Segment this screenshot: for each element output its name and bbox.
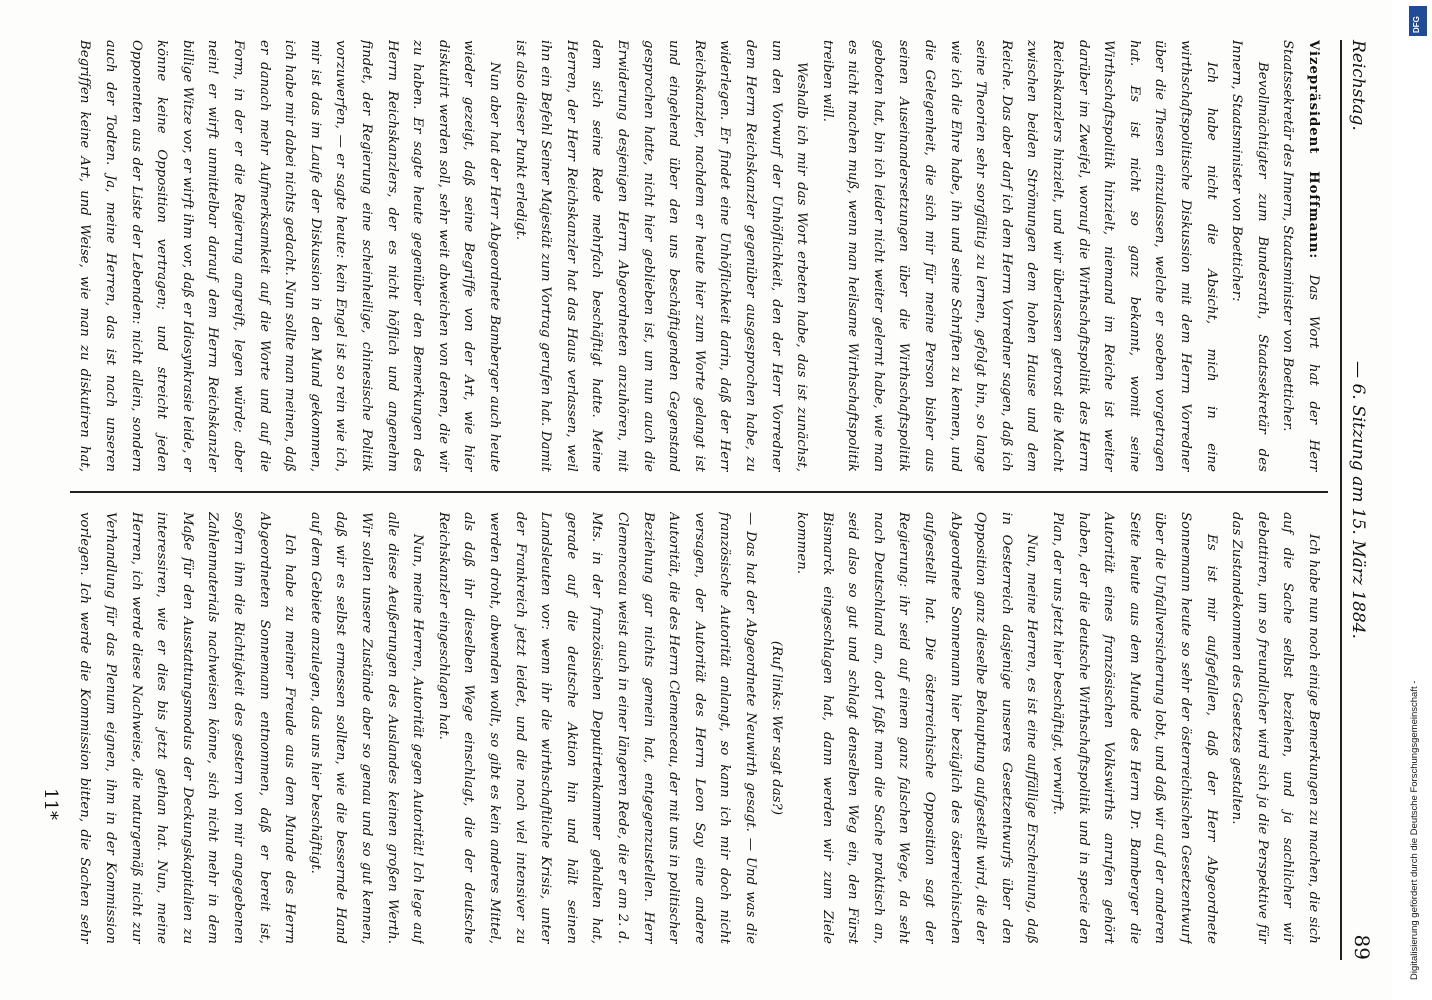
left-column: [70, 40, 1326, 472]
speaker-label: Bevollmächtigter zum Bundesrath, Staatssekretär des Innern, Staatsminister von Boetticher:: [1229, 40, 1270, 472]
header-title: — 6. Sitzung am 15. März 1884.: [1348, 361, 1368, 639]
header-rule: [1340, 40, 1342, 960]
paragraph: Nun aber hat der Herr Abgeordnete Bamberger auch heute wieder gezeigt, daß seine Begriffe von der Art, wie hier diskutirt werden soll, sehr weit abweichen von denen, die wir zu haben. Er sagte heute gegenüber den Bemerkungen des Herrn Reichskanzlers, der es nicht höflich und angenehm findet, der Regierung eine scheinheilige, chinesische Politik vorzuwerfen, — er sagte heute: kein Engel ist so rein wie ich, mir ist das im Laufe der Diskussion in den Mund gekommen, ich habe mir dabei nichts gedacht. Nun sollte man meinen, daß er danach mehr Aufmerksamkeit auf die Worte und auf die Form, in der er die Regierung angreift, legen würde; aber nein! er wirft unmittelbar darauf dem Herrn Reichskanzler billige Witze vor, er wirft ihm vor, daß er Idiosynkrasie leide, er könne keine Opposition vertragen; und streicht jeden Opponenten aus der Liste der Lebenden: nicht allein, sondern auch der Todten. Ja, meine Herren, das ist nach unseren Begriffen keine Art, und Weise, wie man zu diskutiren hat,: [77, 40, 502, 472]
paragraph: Ich habe nun noch einige Bemerkungen zu machen, die sich auf die Sache selbst beziehen, und ja sachlicher wir debattiren, um so freundlicher wird sich ja die Perspektive für das Zustandekommen des Gesetzes gestalten.: [1229, 512, 1321, 944]
right-column: [70, 512, 1326, 944]
speaker-name: Vizepräsident Hoffmann:: [1306, 40, 1321, 260]
column-divider: [70, 491, 1328, 493]
paragraph: Ich habe nicht die Absicht, mich in eine wirthschaftspolitische Diskussion mit dem Herrn Vorredner über die Thesen einzulassen, welche er soeben vorgetragen hat. Es ist nicht so ganz bekannt, womit seine Wirthschaftspolitik hinzielt, niemand im Reiche ist weiter darüber im Zweifel, worauf die Wirthschaftspolitik des Herrn Reichskanzlers hinzielt, und wir überlassen getrost die Macht zwischen beiden Strömungen dem hohen Hause und dem Reiche. Das aber darf ich dem Herrn Vorredner sagen, daß ich seine Theorien sehr sorgfältig zu lernen, gefolgt bin, so lange wie ich die Ehre habe, ihn und seine Schriften zu kennen, und die Gelegenheit, die sich mir für meine Person bisher aus seinen Auseinandersetzungen über die Wirthschaftspolitik geboten hat, bin ich leider nicht weiter gelernt habe, wie man es nicht machen muß, wenn man heilsame Wirthschaftspolitik treiben will.: [819, 40, 1219, 472]
paragraph: Es ist mir aufgefallen, daß der Herr Abgeordnete Sonnemann heute so sehr der österreichischen Gesetzentwurf über die Unfallversicherung lobt, und daß wir auf der anderen Seite heute aus dem Munde des Herrn Dr. Bamberger die Autorität eines französischen Volkswirths anrufen gehört haben, der die deutsche Wirthschaftspolitik und in specie den Plan, der uns jetzt hier beschäftigt, verwirft.: [1050, 512, 1219, 944]
interjection: (Ruf links: Wer sagt das?): [768, 640, 784, 816]
header-left: Reichstag.: [1348, 40, 1368, 131]
paragraph: Nun, meine Herren, Autorität gegen Autorität! Ich lege auf alle diese Aeußerungen des Auslandes keinen großen Werth. Wir sollen unsere Zustände aber so genau und so gut kennen, daß wir es selbst ermessen sollten, wie die bessernde Hand auf dem Gebiete anzulegen, das uns hier beschäftigt.: [307, 512, 426, 944]
paragraph: Ich habe zu meiner Freude aus dem Munde des Herrn Abgeordneten Sonnemann entnommen, daß er bereit ist, sofern ihm die Richtigkeit des gestern von mir angegebenen Zahlenmaterials nachweisen könne, sich nicht mehr in dem Maße für den Ausstattungsmodus der Deckungskapitalien zu interessiren, wie er dies bis jetzt gethan hat. Nun, meine Herren, ich werde diese Nachweise, die naturgemäß nicht zur Verhandlung für das Plenum eignen, ihm in der Kommission vorlegen. Ich werde die Kommission bitten, die Sachen sehr: [77, 512, 298, 944]
page-number: 89: [1350, 934, 1374, 960]
dfg-logo-text: DFG: [1412, 16, 1421, 33]
speaker-intro: [1275, 40, 1326, 472]
paragraph: — Das hat der Abgeordnete Neuwirth gesagt. — Und was die französische Autorität anlangt, so kann ich mir doch nicht versagen, der Autorität des Herrn Leon Say eine andere Autorität, die des Herrn Clemenceau, der mit uns in politischer Beziehung gar nichts gemein hat, entgegenzustellen. Herr Clemenceau weist auch in einer längeren Rede, die er am 2. d. Mts. in der französischen Deputirtenkammer gehalten hat, gerade auf die deutsche Aktion hin und hält seinen Landsleuten vor: wenn ihr die wirthschaftliche Krisis, unter der Frankreich jetzt leidet, und die noch viel intensiver zu werden droht, abwenden wollt, so gibt es kein anderes Mittel, als daß ihr dieselben Wege einschlagt, die der deutsche Reichskanzler eingeschlagen hat.: [435, 512, 758, 944]
page-header: [1338, 40, 1378, 960]
signature-mark: 11*: [40, 788, 61, 820]
paragraph: Weshalb ich mir das Wort erbeten habe, das ist zunächst, um den Vorwurf der Unhöflichkeit, den der Herr Vorredner dem Herrn Reichskanzler gegenüber ausgesprochen habe, zu widerlegen. Er findet eine Unhöflichkeit darin, daß der Herr Reichskanzler, nachdem er heute hier zum Worte gelangt ist und eingehend über den uns beschäftigenden Gegenstand gesprochen hatte, nicht hier geblieben ist, um nun auch die Erwiderung desjenigen Herrn Abgeordneten anzuhören, mit dem sich seine Rede mehrfach beschäftigt hatte. Meine Herren, der Herr Reichskanzler hat das Haus verlassen, weil ihn ein Befehl Seiner Majestät zum Vortrag gerufen hat. Damit ist also dieser Punkt erledigt.: [512, 40, 810, 472]
dfg-logo: [1409, 6, 1427, 36]
dfg-credit: Digitalisierung gefördert durch die Deutsche Forschungsgemeinschaft -: [1409, 680, 1420, 980]
paragraph: Nun, meine Herren, es ist eine auffällige Erscheinung, daß in Oesterreich dasjenige unseres Gesetzentwurfs über den Opposition ganz dieselbe Behauptung aufgestellt wird, die der Abgeordnete Sonnemann hier bezüglich des österreichischen aufgestellt hat. Die österreichische Opposition sagt der Regierung: ihr seid auf einem ganz falschen Wege, da seht nach Deutschland an, dort faßt man die Sache praktisch an, seid also so gut und schlagt denselben Weg ein, den Fürst Bismarck eingeschlagen hat, dann werden wir zum Ziele kommen.: [794, 512, 1040, 944]
speaker-text: Das Wort hat der Herr Staatssekretär des Innern, Staatsminister von Boetticher.: [1280, 40, 1321, 472]
